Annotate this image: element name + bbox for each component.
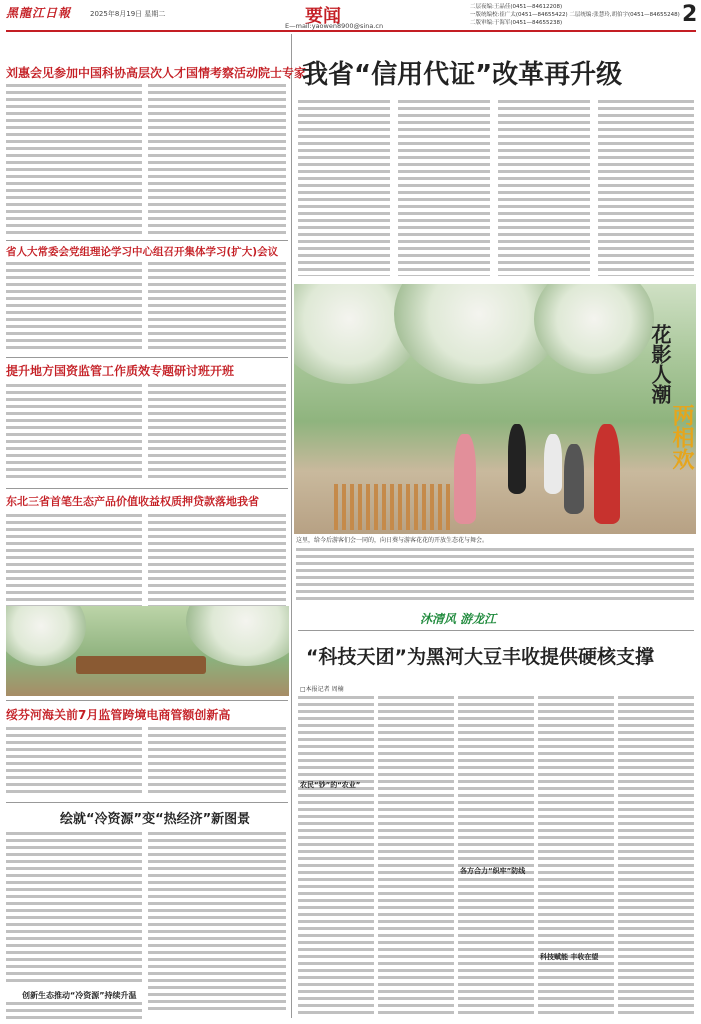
divider (6, 802, 288, 803)
article-3-body-col-2 (148, 384, 286, 482)
divider (6, 357, 288, 358)
feature-vertical-title-2: 两相欢 (669, 404, 694, 470)
lead-body-col-3 (498, 100, 590, 276)
article-3-title: 提升地方国资监管工作质效专题研讨班开班 (6, 364, 235, 378)
divider (6, 488, 288, 489)
article-7-title: “科技天团”为黑河大豆丰收提供硬核支撑 (306, 646, 654, 668)
article-7-body-col-4 (538, 696, 614, 1016)
lead-body-col-4 (598, 100, 694, 276)
article-6-subheading: 创新生态推动“冷资源”持续升温 (22, 991, 137, 1000)
article-5-body-col-1 (6, 727, 142, 797)
divider (6, 240, 288, 241)
editor-line-3: 二版审编:于海军(0451—84655238) (470, 20, 563, 26)
editor-line-1: 二层夜编:王晶佳(0451—84612208) (470, 4, 563, 10)
article-2-body-col-1 (6, 262, 142, 352)
feature-vertical-title-1: 花影人潮 (648, 324, 672, 404)
caption-text: 这里，给今后游客们会一同的，向日葵与游客花花的开放生态花与舞会。 (296, 537, 489, 544)
article-6-body-col-1-cont (6, 1002, 142, 1020)
article-7-body-col-1 (298, 696, 374, 1016)
article-4-body-col-2 (148, 514, 286, 606)
article-3-body-col-1 (6, 384, 142, 482)
feature-caption-body (296, 548, 694, 604)
feature-photo-flower-crowd (294, 284, 696, 534)
article-7-subheading-1: 农民“钞”的“农业” (300, 781, 361, 789)
article-5-title: 绥芬河海关前7月监管跨境电商管额创新高 (6, 708, 231, 722)
feature-banner (300, 610, 690, 626)
newspaper-logo: 黑龍江日報 (6, 6, 72, 20)
article-2-title: 省人大常委会党组理论学习中心组召开集体学习(扩大)会议 (6, 246, 279, 258)
article-5-body-col-2 (148, 727, 286, 797)
page-number: 2 (682, 2, 698, 27)
article-1-body-col-1 (6, 84, 142, 234)
section-title: 要闻 (305, 6, 341, 27)
lead-article-title: 我省“信用代证”改革再升级 (302, 60, 623, 90)
article-7-body-col-5 (618, 696, 694, 1016)
masthead (0, 0, 701, 30)
lead-body-col-2 (398, 100, 490, 276)
article-6-title: 绘就“冷资源”变“热经济”新图景 (60, 812, 251, 827)
article-4-body-col-1 (6, 514, 142, 606)
article-1-title: 刘惠会见参加中国科协高层次人才国情考察活动院士专家 (6, 66, 307, 80)
feature-banner-text: 沐清风 游龙江 (420, 612, 497, 626)
article-1-body-col-2 (148, 84, 286, 234)
column-divider (291, 34, 292, 1018)
article-6-body-col-1 (6, 832, 142, 982)
masthead-rule (6, 30, 696, 32)
article-7-body-col-3 (458, 696, 534, 1016)
article-7-subheading-2: 各方合力“织牢”防线 (460, 867, 526, 875)
article-6-body-col-2 (148, 832, 286, 1012)
divider (6, 700, 288, 701)
park-bench-photo (6, 606, 289, 696)
article-7-subheading-3: 科技赋能 丰收在望 (540, 953, 599, 961)
section-email: E—mail:yaowen8900@sina.cn (285, 22, 384, 30)
divider (298, 630, 694, 631)
article-4-title: 东北三省首笔生态产品价值收益权质押贷款落地我省 (6, 495, 259, 508)
editor-line-2: 一版统编校:崔广太(0451—84655422) 二层统编:张慧玲,胡伯宇(0451—84655248) (470, 12, 680, 18)
lead-body-col-1 (298, 100, 390, 276)
article-7-body-col-2 (378, 696, 454, 1016)
article-7-byline: □本报记者 周楠 (300, 686, 344, 693)
publication-date: 2025年8月19日 星期二 (90, 10, 166, 18)
article-2-body-col-2 (148, 262, 286, 352)
